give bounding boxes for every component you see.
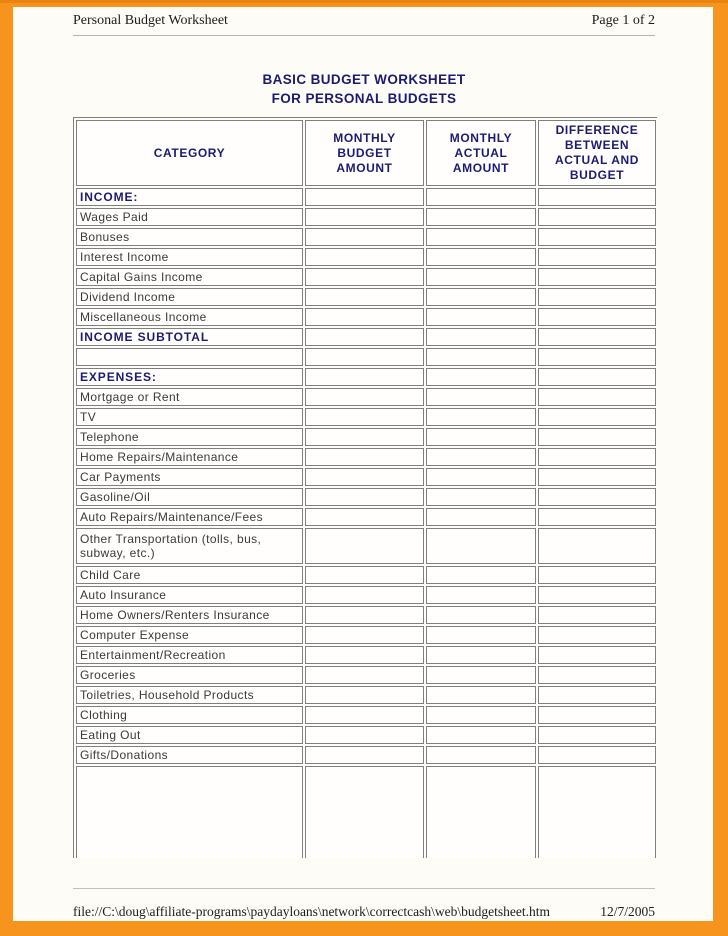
budget-amount-cell [305,428,424,446]
actual-amount-cell [426,208,536,226]
difference-cell [538,746,656,764]
category-cell: Capital Gains Income [76,268,303,286]
difference-cell [538,448,656,466]
budget-amount-cell [305,268,424,286]
column-header-category: CATEGORY [76,120,303,186]
column-header-actual-amount: MONTHLY ACTUAL AMOUNT [426,120,536,186]
category-cell: Wages Paid [76,208,303,226]
actual-amount-cell [426,586,536,604]
category-cell: Clothing [76,706,303,724]
table-row [76,706,656,724]
table-row [76,268,656,286]
budget-amount-cell [305,566,424,584]
difference-cell [538,388,656,406]
budget-amount-cell [305,308,424,326]
category-cell: Auto Repairs/Maintenance/Fees [76,508,303,526]
paper-page [13,7,713,921]
difference-cell [538,268,656,286]
page-title [73,71,655,109]
category-cell: Dividend Income [76,288,303,306]
budget-amount-cell [305,188,424,206]
actual-amount-cell [426,248,536,266]
category-cell: Interest Income [76,248,303,266]
difference-cell [538,188,656,206]
category-cell: Auto Insurance [76,586,303,604]
table-row [76,606,656,624]
difference-cell [538,248,656,266]
budget-amount-cell [305,488,424,506]
table-row [76,208,656,226]
category-cell: Mortgage or Rent [76,388,303,406]
table-row [76,508,656,526]
category-cell: Computer Expense [76,626,303,644]
orange-frame-top-edge [0,0,728,3]
difference-cell [538,228,656,246]
category-cell [76,348,303,366]
budget-amount-cell [305,686,424,704]
budget-amount-cell [305,528,424,564]
budget-amount-cell [305,468,424,486]
actual-amount-cell [426,308,536,326]
table-row [76,368,656,386]
actual-amount-cell [426,268,536,286]
category-cell: EXPENSES: [76,368,303,386]
category-cell: Child Care [76,566,303,584]
actual-amount-cell [426,626,536,644]
difference-cell [538,288,656,306]
budget-amount-cell [305,726,424,744]
table-row [76,188,656,206]
print-footer [73,888,655,920]
budget-table-body [76,188,656,858]
page-number: Page 1 of 2 [591,13,655,28]
budget-table-container [73,117,657,858]
budget-amount-cell [305,666,424,684]
actual-amount-cell [426,686,536,704]
difference-cell [538,586,656,604]
difference-cell [538,666,656,684]
budget-amount-cell [305,208,424,226]
actual-amount-cell [426,706,536,724]
actual-amount-cell [426,606,536,624]
difference-cell [538,706,656,724]
actual-amount-cell [426,408,536,426]
table-row [76,626,656,644]
table-row [76,528,656,564]
table-row [76,566,656,584]
actual-amount-cell [426,368,536,386]
difference-cell [538,468,656,486]
actual-amount-cell [426,468,536,486]
difference-cell [538,308,656,326]
difference-cell [538,368,656,386]
category-cell: TV [76,408,303,426]
table-row [76,686,656,704]
actual-amount-cell [426,528,536,564]
difference-cell [538,566,656,584]
budget-amount-cell [305,646,424,664]
column-header-budget-amount: MONTHLY BUDGET AMOUNT [305,120,424,186]
actual-amount-cell [426,746,536,764]
actual-amount-cell [426,328,536,346]
difference-cell [538,766,656,858]
difference-cell [538,528,656,564]
actual-amount-cell [426,766,536,858]
category-cell: Miscellaneous Income [76,308,303,326]
category-cell: Home Repairs/Maintenance [76,448,303,466]
actual-amount-cell [426,228,536,246]
actual-amount-cell [426,288,536,306]
table-row [76,586,656,604]
actual-amount-cell [426,726,536,744]
category-cell: Bonuses [76,228,303,246]
table-row [76,766,656,858]
difference-cell [538,208,656,226]
category-cell: INCOME: [76,188,303,206]
budget-amount-cell [305,606,424,624]
category-cell [76,766,303,858]
budget-amount-cell [305,388,424,406]
difference-cell [538,328,656,346]
column-header-difference: DIFFERENCE BETWEEN ACTUAL AND BUDGET [538,120,656,186]
table-row [76,228,656,246]
difference-cell [538,408,656,426]
budget-amount-cell [305,586,424,604]
table-row [76,348,656,366]
difference-cell [538,726,656,744]
table-row [76,746,656,764]
budget-amount-cell [305,766,424,858]
budget-amount-cell [305,348,424,366]
category-cell: Telephone [76,428,303,446]
file-url: file://C:\doug\affiliate-programs\paydayloans\network\correctcash\web\budgetsheet.htm [73,904,550,919]
table-row [76,488,656,506]
category-cell: Gasoline/Oil [76,488,303,506]
table-row [76,388,656,406]
table-row [76,468,656,486]
table-row [76,448,656,466]
table-row [76,328,656,346]
category-cell: Gifts/Donations [76,746,303,764]
actual-amount-cell [426,508,536,526]
category-cell: Groceries [76,666,303,684]
difference-cell [538,686,656,704]
category-cell: Toiletries, Household Products [76,686,303,704]
table-row [76,308,656,326]
table-row [76,646,656,664]
actual-amount-cell [426,348,536,366]
table-row [76,726,656,744]
category-cell: Car Payments [76,468,303,486]
difference-cell [538,606,656,624]
actual-amount-cell [426,566,536,584]
actual-amount-cell [426,448,536,466]
category-cell: Home Owners/Renters Insurance [76,606,303,624]
actual-amount-cell [426,646,536,664]
budget-amount-cell [305,448,424,466]
budget-amount-cell [305,228,424,246]
table-row [76,666,656,684]
budget-amount-cell [305,508,424,526]
table-row [76,288,656,306]
difference-cell [538,626,656,644]
difference-cell [538,428,656,446]
budget-amount-cell [305,328,424,346]
category-cell: INCOME SUBTOTAL [76,328,303,346]
actual-amount-cell [426,488,536,506]
category-cell: Other Transportation (tolls, bus, subway, etc.) [76,528,303,564]
actual-amount-cell [426,428,536,446]
category-cell: Entertainment/Recreation [76,646,303,664]
difference-cell [538,488,656,506]
budget-amount-cell [305,368,424,386]
table-row [76,248,656,266]
page-title-line2: FOR PERSONAL BUDGETS [271,90,457,106]
table-row [76,408,656,426]
difference-cell [538,348,656,366]
page-title-line1: BASIC BUDGET WORKSHEET [262,72,466,87]
table-row [76,428,656,446]
actual-amount-cell [426,666,536,684]
print-header [73,13,655,36]
difference-cell [538,646,656,664]
print-date: 12/7/2005 [600,904,655,919]
budget-amount-cell [305,288,424,306]
budget-amount-cell [305,706,424,724]
category-cell: Eating Out [76,726,303,744]
budget-amount-cell [305,626,424,644]
table-header-row [76,120,656,186]
print-header-title: Personal Budget Worksheet [73,13,228,28]
difference-cell [538,508,656,526]
actual-amount-cell [426,388,536,406]
actual-amount-cell [426,188,536,206]
budget-amount-cell [305,746,424,764]
budget-table [73,117,657,858]
budget-amount-cell [305,408,424,426]
budget-amount-cell [305,248,424,266]
